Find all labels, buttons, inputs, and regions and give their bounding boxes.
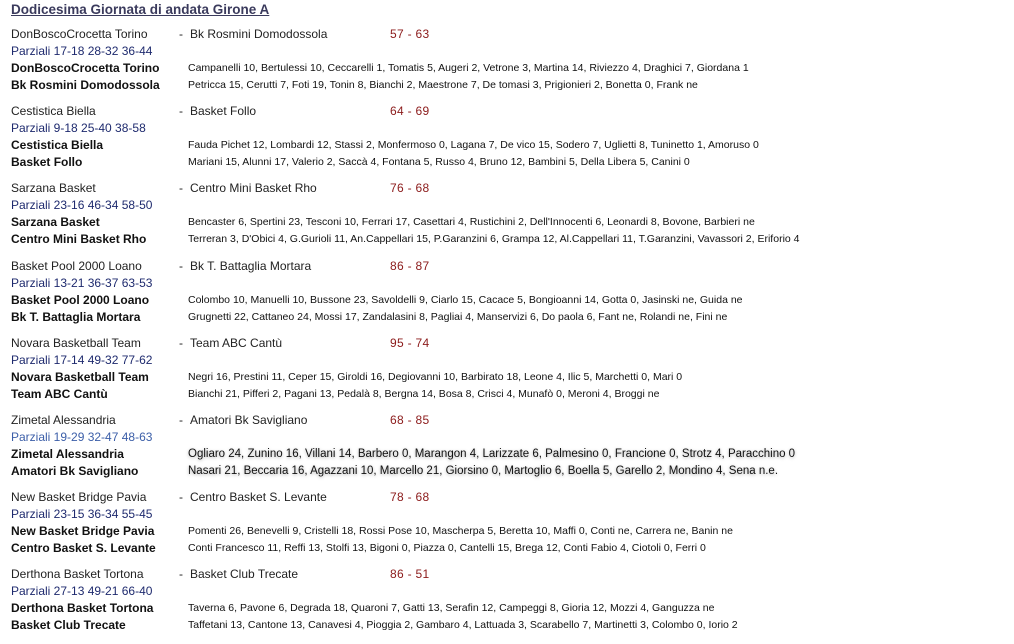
game-block: [0, 27, 1014, 104]
home-team-name: Basket Pool 2000 Loano: [11, 259, 142, 273]
home-team-label: DonBoscoCrocetta Torino: [11, 61, 160, 75]
home-players: Pomenti 26, Benevelli 9, Cristelli 18, Rossi Pose 10, Mascherpa 5, Beretta 10, Maffi 0, Conti ne, Carrera ne, Banin ne: [188, 525, 733, 537]
final-score: 68 - 85: [390, 413, 430, 427]
game-block: [0, 181, 1014, 258]
home-team-name: Zimetal Alessandria: [11, 413, 116, 427]
home-team-label: Basket Pool 2000 Loano: [11, 293, 150, 307]
versus-dash: -: [179, 336, 183, 350]
away-team-name: Basket Club Trecate: [190, 567, 299, 581]
away-team-name: Bk Rosmini Domodossola: [190, 27, 328, 41]
partial-scores: Parziali 23-16 46-34 58-50: [11, 198, 153, 212]
home-players: Campanelli 10, Bertulessi 10, Ceccarelli 1, Tomatis 5, Augeri 2, Vetrone 3, Martina 14, Riviezzo 4, Draghici 7, Giordana 1: [188, 62, 749, 74]
away-team-name: Centro Mini Basket Rho: [190, 181, 317, 195]
game-block: [0, 413, 1014, 490]
home-team-label: Sarzana Basket: [11, 215, 100, 229]
versus-dash: -: [179, 259, 183, 273]
away-team-name: Amatori Bk Savigliano: [190, 413, 308, 427]
partial-scores: Parziali 13-21 36-37 63-53: [11, 276, 153, 290]
away-players: Bianchi 21, Pifferi 2, Pagani 13, Pedalà 8, Bergna 14, Bosa 8, Crisci 4, Munafò 0, Meroni 4, Broggi ne: [188, 388, 660, 400]
away-team-name: Team ABC Cantù: [190, 336, 283, 350]
home-team-name: New Basket Bridge Pavia: [11, 490, 147, 504]
final-score: 95 - 74: [390, 336, 430, 350]
partial-scores: Parziali 17-14 49-32 77-62: [11, 353, 153, 367]
home-team-label: Zimetal Alessandria: [11, 447, 124, 461]
home-players: Taverna 6, Pavone 6, Degrada 18, Quaroni 7, Gatti 13, Serafin 12, Campeggi 8, Gioria 12, Mozzi 4, Ganguzza ne: [188, 602, 715, 614]
away-team-label: Team ABC Cantù: [11, 387, 108, 401]
versus-dash: -: [179, 567, 183, 581]
partial-scores: Parziali 23-15 36-34 55-45: [11, 507, 153, 521]
away-players: Conti Francesco 11, Reffi 13, Stolfi 13, Bigoni 0, Piazza 0, Cantelli 15, Brega 12, Conti Fabio 4, Ciotoli 0, Ferri 0: [188, 542, 706, 554]
partial-scores: Parziali 9-18 25-40 38-58: [11, 121, 146, 135]
home-team-name: Derthona Basket Tortona: [11, 567, 144, 581]
versus-dash: -: [179, 181, 183, 195]
home-players: Ogliaro 24, Zunino 16, Villani 14, Barbero 0, Marangon 4, Larizzate 6, Palmesino 0, Francione 0, Strotz 4, Paracchino 0: [188, 448, 796, 460]
game-block: [0, 104, 1014, 181]
home-team-name: Cestistica Biella: [11, 104, 96, 118]
away-players: Grugnetti 22, Cattaneo 24, Mossi 17, Zandalasini 8, Pagliai 4, Manservizi 6, Do paola 6, Fant ne, Rolandi ne, Fini ne: [188, 311, 728, 323]
versus-dash: -: [179, 490, 183, 504]
away-team-label: Basket Club Trecate: [11, 618, 126, 632]
away-players: Mariani 15, Alunni 17, Valerio 2, Saccà 4, Fontana 5, Russo 4, Bruno 12, Bambini 5, Della Libera 5, Canini 0: [188, 156, 690, 168]
home-players: Bencaster 6, Spertini 23, Tesconi 10, Ferrari 17, Casettari 4, Rustichini 2, Dell'Innocenti 6, Leonardi 8, Bovone, Barbieri ne: [188, 216, 755, 228]
home-players: Fauda Pichet 12, Lombardi 12, Stassi 2, Monfermoso 0, Lagana 7, De vico 15, Sodero 7, Uglietti 8, Tuninetto 1, Amoruso 0: [188, 139, 759, 151]
game-block: [0, 336, 1014, 413]
versus-dash: -: [179, 27, 183, 41]
home-team-name: DonBoscoCrocetta Torino: [11, 27, 148, 41]
away-players: Terreran 3, D'Obici 4, G.Gurioli 11, An.Cappellari 15, P.Garanzini 6, Grampa 12, Al.Cappellari 11, T.Garanzini, Vavassori 2, Eriforio 4: [188, 233, 800, 245]
partial-scores: Parziali 27-13 49-21 66-40: [11, 584, 153, 598]
away-team-label: Basket Follo: [11, 155, 83, 169]
page-title[interactable]: Dodicesima Giornata di andata Girone A: [11, 2, 270, 17]
away-players: Petricca 15, Cerutti 7, Foti 19, Tonin 8, Bianchi 2, Maestrone 7, De tomasi 3, Prigionieri 2, Bonetta 0, Frank ne: [188, 79, 698, 91]
home-team-name: Sarzana Basket: [11, 181, 96, 195]
final-score: 76 - 68: [390, 181, 430, 195]
final-score: 86 - 87: [390, 259, 430, 273]
away-team-label: Bk T. Battaglia Mortara: [11, 310, 141, 324]
away-team-label: Amatori Bk Savigliano: [11, 464, 139, 478]
away-team-name: Bk T. Battaglia Mortara: [190, 259, 312, 273]
away-team-label: Centro Mini Basket Rho: [11, 232, 147, 246]
home-players: Negri 16, Prestini 11, Ceper 15, Giroldi 16, Degiovanni 10, Barbirato 18, Leone 4, Ilic 5, Marchetti 0, Mari 0: [188, 371, 683, 383]
game-block: [0, 567, 1014, 644]
partial-scores: Parziali 19-29 32-47 48-63: [11, 430, 153, 444]
final-score: 64 - 69: [390, 104, 430, 118]
away-team-name: Centro Basket S. Levante: [190, 490, 327, 504]
game-block: [0, 259, 1014, 336]
final-score: 57 - 63: [390, 27, 430, 41]
home-team-label: Cestistica Biella: [11, 138, 104, 152]
partial-scores: Parziali 17-18 28-32 36-44: [11, 44, 153, 58]
versus-dash: -: [179, 413, 183, 427]
away-players: Taffetani 13, Cantone 13, Canavesi 4, Pioggia 2, Gambaro 4, Lattuada 3, Scarabello 7, Martinetti 3, Colombo 0, Iorio 2: [188, 619, 738, 631]
away-team-name: Basket Follo: [190, 104, 257, 118]
game-block: [0, 490, 1014, 567]
home-team-label: Novara Basketball Team: [11, 370, 149, 384]
home-team-name: Novara Basketball Team: [11, 336, 141, 350]
final-score: 86 - 51: [390, 567, 430, 581]
final-score: 78 - 68: [390, 490, 430, 504]
away-players: Nasari 21, Beccaria 16, Agazzani 10, Marcello 21, Giorsino 0, Martoglio 6, Boella 5, Garello 2, Mondino 4, Sena n.e.: [188, 465, 779, 477]
away-team-label: Centro Basket S. Levante: [11, 541, 156, 555]
home-team-label: New Basket Bridge Pavia: [11, 524, 155, 538]
home-players: Colombo 10, Manuelli 10, Bussone 23, Savoldelli 9, Ciarlo 15, Cacace 5, Bongioanni 14, Gotta 0, Jasinski ne, Guida ne: [188, 294, 743, 306]
home-team-label: Derthona Basket Tortona: [11, 601, 154, 615]
away-team-label: Bk Rosmini Domodossola: [11, 78, 160, 92]
versus-dash: -: [179, 104, 183, 118]
